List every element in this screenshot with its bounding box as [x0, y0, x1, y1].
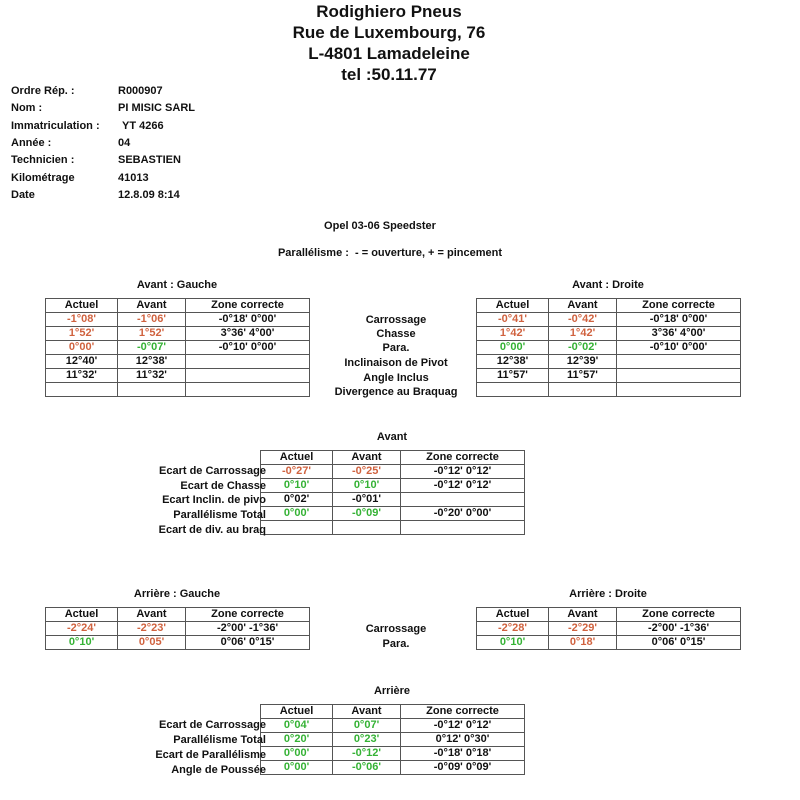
rear-right-actual-cell: 0°10' [477, 636, 549, 650]
front-left-before-cell [118, 383, 186, 397]
front-axle-row [261, 493, 525, 507]
front-left-before-cell: 11°32' [118, 369, 186, 383]
col-header-actual: Actuel [261, 451, 333, 465]
front-left-table [45, 298, 310, 397]
col-header-before: Avant [549, 299, 617, 313]
col-header-zone: Zone correcte [186, 299, 310, 313]
front-left-row [46, 341, 310, 355]
front-left-zone-cell [186, 369, 310, 383]
front-axle-title: Avant [376, 431, 408, 443]
front-right-before-cell: 12°39' [549, 355, 617, 369]
col-header-before: Avant [333, 705, 401, 719]
col-header-actual: Actuel [477, 608, 549, 622]
front-right-zone-cell: -0°10' 0°00' [617, 341, 741, 355]
rear-axle-title: Arrière [373, 685, 411, 697]
front-axle-zone-cell: -0°20' 0°00' [401, 507, 525, 521]
rear-axle-row [261, 733, 525, 747]
front-left-zone-cell [186, 355, 310, 369]
rear-right-before-cell: 0°18' [549, 636, 617, 650]
front-axle-row [261, 521, 525, 535]
front-left-row [46, 355, 310, 369]
front-axle-row [261, 479, 525, 493]
front-left-zone-cell: 3°36' 4°00' [186, 327, 310, 341]
front-right-before-cell: 11°57' [549, 369, 617, 383]
rear-axle-zone-cell: 0°12' 0°30' [401, 733, 525, 747]
front-axle-label-turning-diff: Ecart de div. au braq [158, 524, 266, 536]
front-label-camber: Carrossage [365, 314, 427, 326]
front-left-row [46, 383, 310, 397]
front-axle-actual-cell: 0°10' [261, 479, 333, 493]
front-right-before-cell [549, 383, 617, 397]
front-left-before-cell: 12°38' [118, 355, 186, 369]
rear-right-zone-cell: -2°00' -1°36' [617, 622, 741, 636]
front-axle-zone-cell [401, 521, 525, 535]
front-right-zone-cell [617, 369, 741, 383]
front-right-actual-cell: 1°42' [477, 327, 549, 341]
front-left-actual-cell: 1°52' [46, 327, 118, 341]
rear-axle-row [261, 747, 525, 761]
front-right-before-cell: -0°02' [549, 341, 617, 355]
front-axle-actual-cell: 0°02' [261, 493, 333, 507]
col-header-actual: Actuel [261, 705, 333, 719]
col-header-before: Avant [333, 451, 401, 465]
company-phone: tel :50.11.77 [341, 65, 437, 84]
rear-axle-before-cell: -0°12' [333, 747, 401, 761]
col-header-zone: Zone correcte [186, 608, 310, 622]
info-label-year: Année : [11, 137, 52, 149]
rear-left-zone-cell: -2°00' -1°36' [186, 622, 310, 636]
company-name: Rodighiero Pneus [316, 2, 462, 21]
front-axle-label-caster-diff: Ecart de Chasse [180, 480, 266, 492]
col-header-zone: Zone correcte [401, 451, 525, 465]
rear-axle-label-thrust-angle: Angle de Poussée [171, 764, 266, 776]
front-label-toe: Para. [382, 342, 410, 354]
rear-left-before-cell: -2°23' [118, 622, 186, 636]
front-right-before-cell: 1°42' [549, 327, 617, 341]
col-header-before: Avant [118, 299, 186, 313]
front-right-row [477, 355, 741, 369]
front-right-actual-cell: 11°57' [477, 369, 549, 383]
front-left-row [46, 369, 310, 383]
front-left-actual-cell: 0°00' [46, 341, 118, 355]
front-right-title: Avant : Droite [572, 279, 644, 291]
rear-axle-zone-cell: -0°18' 0°18' [401, 747, 525, 761]
info-value-date: 12.8.09 8:14 [118, 189, 180, 201]
rear-right-actual-cell: -2°28' [477, 622, 549, 636]
front-axle-actual-cell [261, 521, 333, 535]
front-axle-zone-cell: -0°12' 0°12' [401, 479, 525, 493]
front-axle-zone-cell [401, 493, 525, 507]
rear-axle-row [261, 719, 525, 733]
rear-axle-before-cell: 0°23' [333, 733, 401, 747]
rear-axle-before-cell: 0°07' [333, 719, 401, 733]
front-axle-label-kpi-diff: Ecart Inclin. de pivo [162, 494, 266, 506]
info-label-date: Date [11, 189, 35, 201]
col-header-actual: Actuel [477, 299, 549, 313]
front-axle-row [261, 507, 525, 521]
vehicle-model: Opel 03-06 Speedster [324, 220, 436, 232]
info-value-mileage: 41013 [118, 172, 149, 184]
front-left-before-cell: -0°07' [118, 341, 186, 355]
rear-axle-actual-cell: 0°00' [261, 747, 333, 761]
rear-right-before-cell: -2°29' [549, 622, 617, 636]
front-left-title: Avant : Gauche [136, 279, 218, 291]
front-axle-before-cell: -0°09' [333, 507, 401, 521]
front-left-before-cell: -1°06' [118, 313, 186, 327]
col-header-actual: Actuel [46, 299, 118, 313]
front-right-row [477, 327, 741, 341]
rear-axle-zone-cell: -0°12' 0°12' [401, 719, 525, 733]
front-left-before-cell: 1°52' [118, 327, 186, 341]
rear-left-actual-cell: -2°24' [46, 622, 118, 636]
front-axle-before-cell [333, 521, 401, 535]
rear-axle-actual-cell: 0°00' [261, 761, 333, 775]
front-label-included-angle: Angle Inclus [363, 372, 429, 384]
rear-axle-label-total-toe: Parallélisme Total [173, 734, 266, 746]
rear-left-zone-cell: 0°06' 0°15' [186, 636, 310, 650]
front-axle-before-cell: -0°25' [333, 465, 401, 479]
front-left-zone-cell [186, 383, 310, 397]
rear-left-row [46, 636, 310, 650]
toe-legend: Parallélisme : - = ouverture, + = pincement [277, 247, 503, 259]
col-header-actual: Actuel [46, 608, 118, 622]
rear-axle-actual-cell: 0°20' [261, 733, 333, 747]
rear-left-title: Arrière : Gauche [133, 588, 221, 600]
rear-right-title: Arrière : Droite [569, 588, 647, 600]
front-left-actual-cell [46, 383, 118, 397]
front-label-turning-divergence: Divergence au Braquag [334, 386, 458, 398]
front-right-row [477, 313, 741, 327]
info-value-year: 04 [118, 137, 131, 149]
info-label-technician: Technicien : [11, 154, 75, 166]
front-axle-actual-cell: 0°00' [261, 507, 333, 521]
front-right-actual-cell [477, 383, 549, 397]
company-city: L-4801 Lamadeleine [308, 44, 470, 63]
info-label-registration: Immatriculation : [11, 120, 100, 132]
front-axle-label-camber-diff: Ecart de Carrossage [159, 465, 266, 477]
front-right-row [477, 341, 741, 355]
rear-right-table [476, 607, 741, 650]
rear-axle-label-camber-diff: Ecart de Carrossage [159, 719, 266, 731]
rear-right-row [477, 636, 741, 650]
front-left-row [46, 313, 310, 327]
info-label-order: Ordre Rép. : [11, 85, 75, 97]
info-value-order: R000907 [118, 85, 163, 97]
rear-left-before-cell: 0°05' [118, 636, 186, 650]
front-axle-before-cell: 0°10' [333, 479, 401, 493]
rear-left-row [46, 622, 310, 636]
front-axle-zone-cell: -0°12' 0°12' [401, 465, 525, 479]
front-left-actual-cell: 12°40' [46, 355, 118, 369]
info-label-mileage: Kilométrage [11, 172, 75, 184]
front-right-row [477, 369, 741, 383]
rear-left-actual-cell: 0°10' [46, 636, 118, 650]
front-axle-table [260, 450, 525, 535]
info-label-name: Nom : [11, 102, 43, 114]
front-right-before-cell: -0°42' [549, 313, 617, 327]
rear-label-toe: Para. [382, 638, 410, 650]
rear-label-camber: Carrossage [365, 623, 427, 635]
front-right-actual-cell: -0°41' [477, 313, 549, 327]
front-right-actual-cell: 0°00' [477, 341, 549, 355]
rear-axle-before-cell: -0°06' [333, 761, 401, 775]
col-header-before: Avant [549, 608, 617, 622]
front-left-row [46, 327, 310, 341]
col-header-zone: Zone correcte [401, 705, 525, 719]
front-left-zone-cell: -0°18' 0°00' [186, 313, 310, 327]
front-left-zone-cell: -0°10' 0°00' [186, 341, 310, 355]
front-label-caster: Chasse [376, 328, 416, 340]
front-axle-before-cell: -0°01' [333, 493, 401, 507]
rear-axle-zone-cell: -0°09' 0°09' [401, 761, 525, 775]
front-right-row [477, 383, 741, 397]
front-left-actual-cell: 11°32' [46, 369, 118, 383]
front-right-table [476, 298, 741, 397]
front-label-kpi: Inclinaison de Pivot [344, 357, 448, 369]
front-right-actual-cell: 12°38' [477, 355, 549, 369]
rear-right-zone-cell: 0°06' 0°15' [617, 636, 741, 650]
front-axle-actual-cell: -0°27' [261, 465, 333, 479]
front-right-zone-cell [617, 355, 741, 369]
rear-axle-label-toe-diff: Ecart de Parallélisme [155, 749, 266, 761]
rear-right-row [477, 622, 741, 636]
front-axle-row [261, 465, 525, 479]
info-value-name: PI MISIC SARL [118, 102, 196, 114]
company-street: Rue de Luxembourg, 76 [292, 23, 486, 42]
info-value-technician: SEBASTIEN [118, 154, 181, 166]
col-header-zone: Zone correcte [617, 608, 741, 622]
front-right-zone-cell [617, 383, 741, 397]
front-left-actual-cell: -1°08' [46, 313, 118, 327]
front-axle-label-total-toe: Parallélisme Total [173, 509, 266, 521]
rear-axle-actual-cell: 0°04' [261, 719, 333, 733]
col-header-before: Avant [118, 608, 186, 622]
col-header-zone: Zone correcte [617, 299, 741, 313]
rear-axle-table [260, 704, 525, 775]
front-right-zone-cell: -0°18' 0°00' [617, 313, 741, 327]
rear-left-table [45, 607, 310, 650]
info-value-registration: YT 4266 [122, 120, 164, 132]
rear-axle-row [261, 761, 525, 775]
front-right-zone-cell: 3°36' 4°00' [617, 327, 741, 341]
